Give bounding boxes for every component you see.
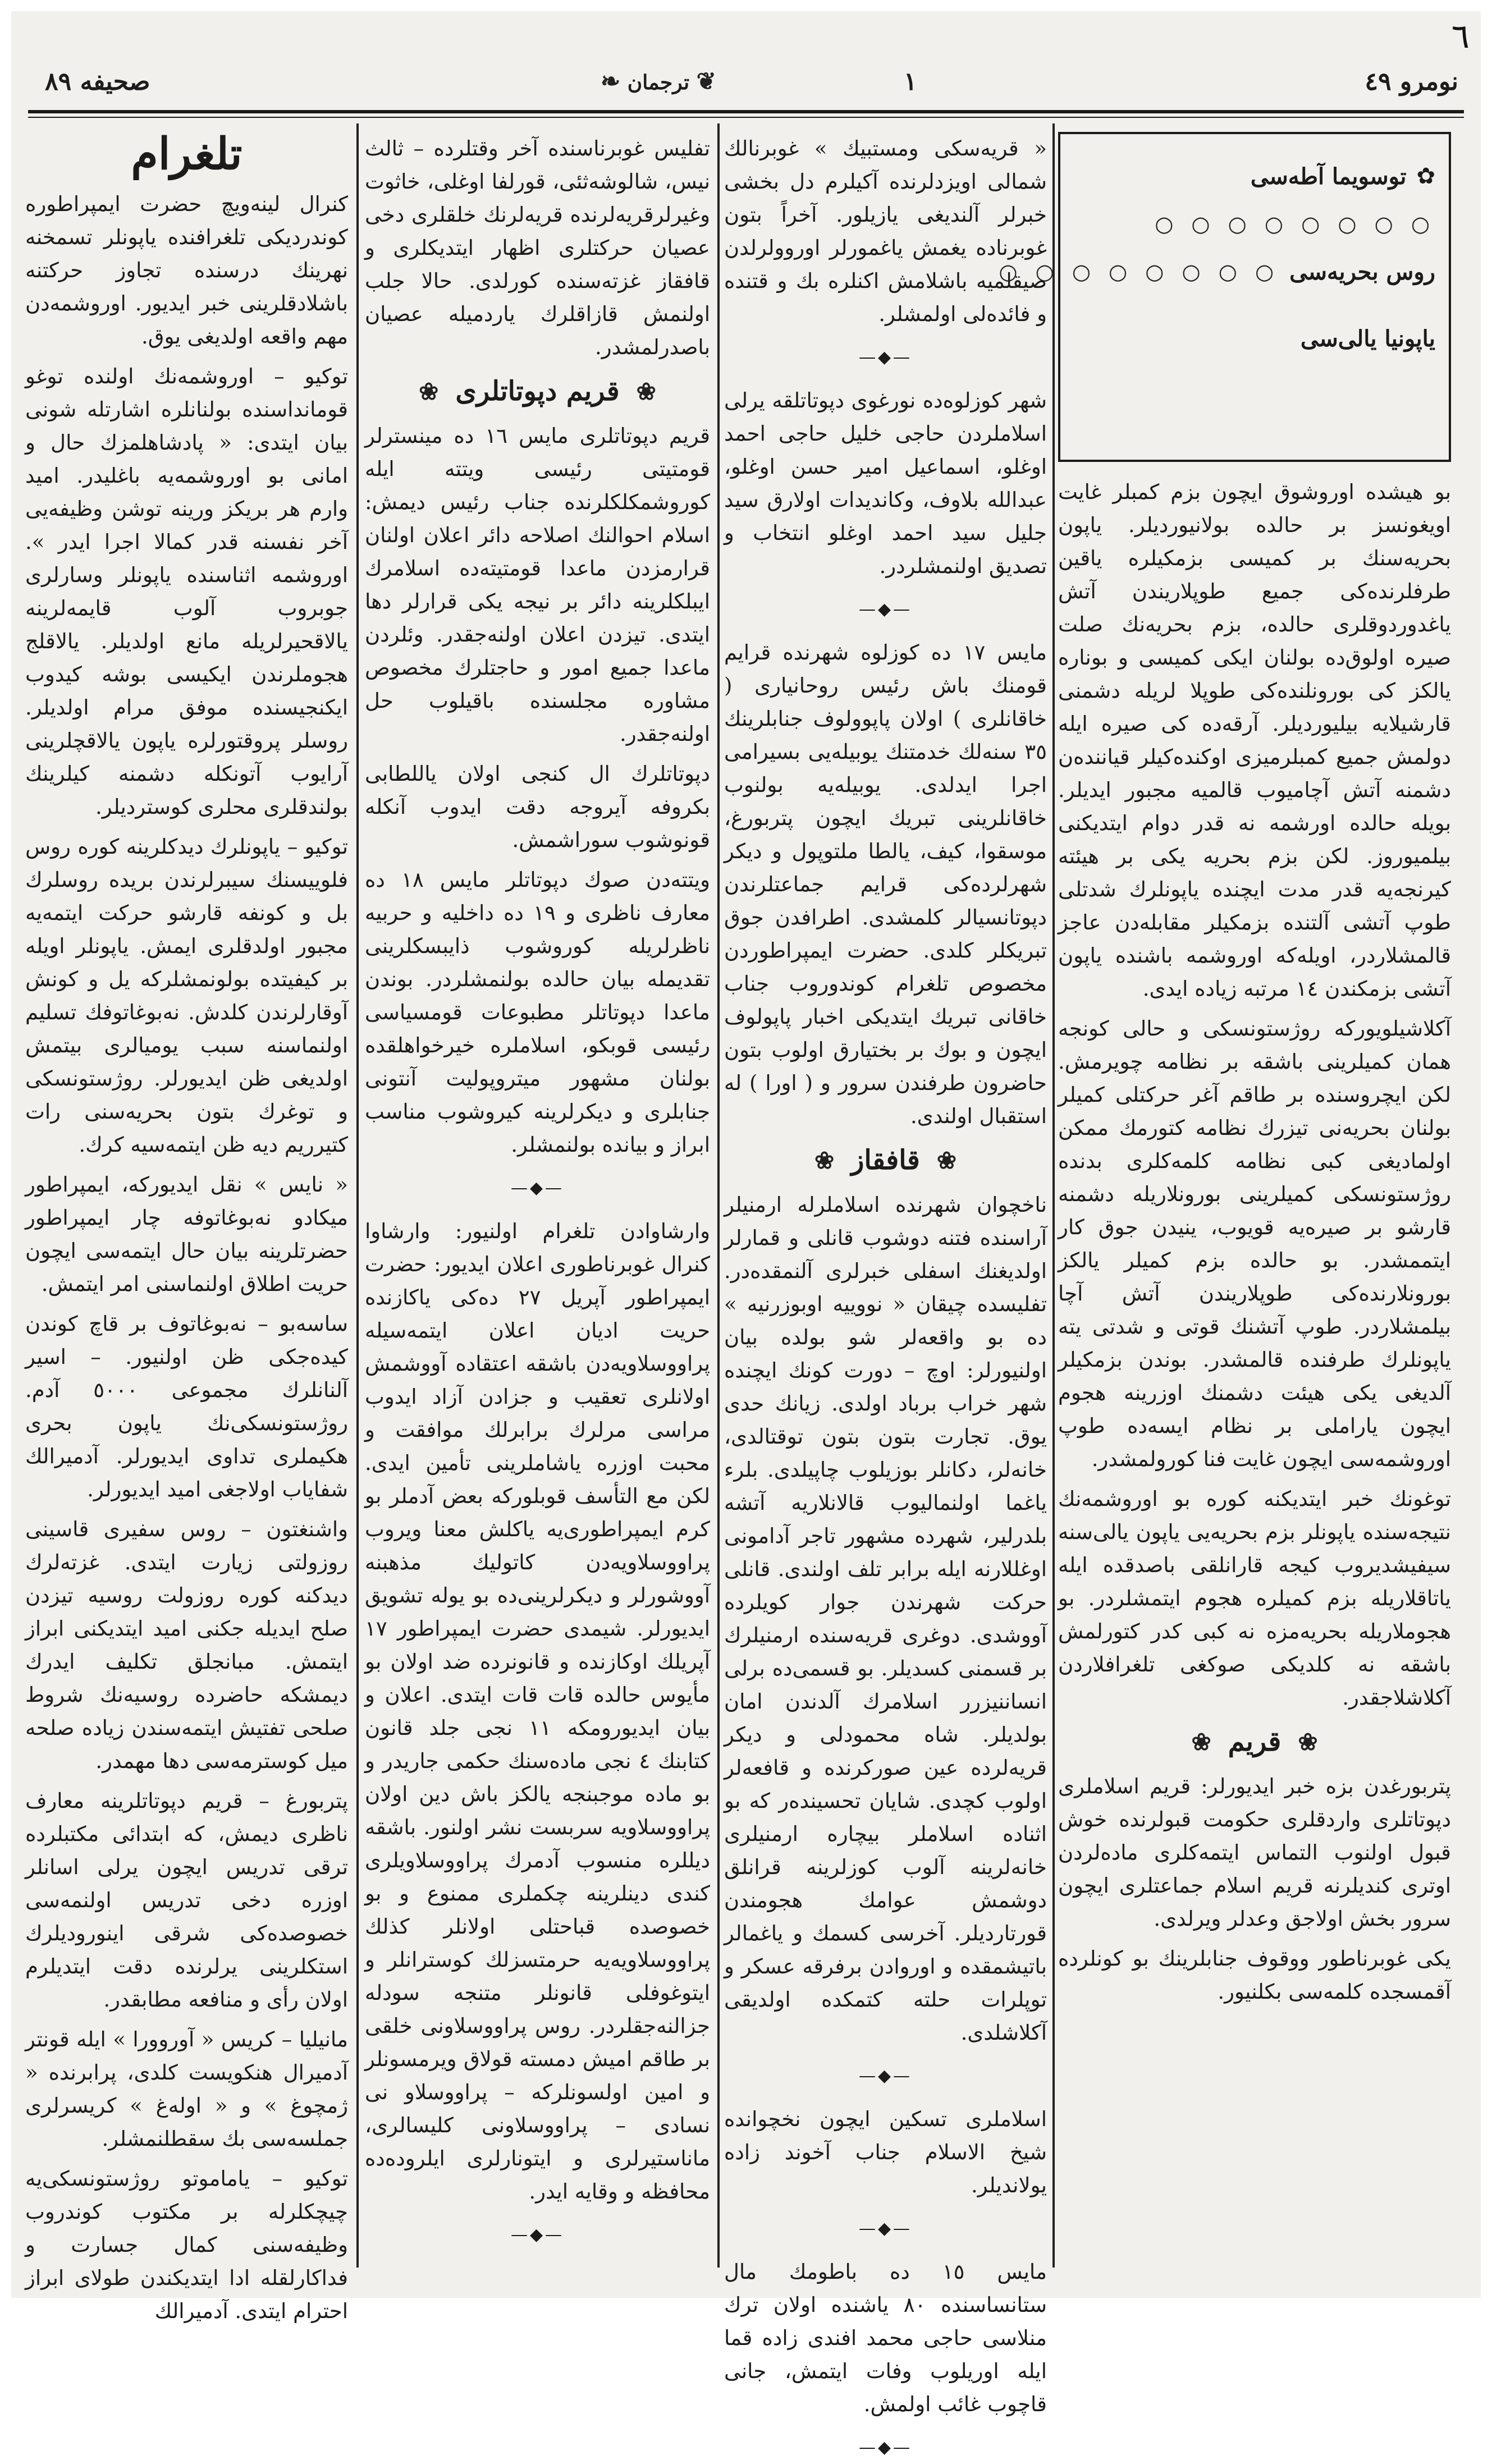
page-label: صحيفه ٨٩ [45, 67, 150, 96]
map-row [999, 255, 1435, 288]
divider-icon: —◆— [510, 1178, 565, 1198]
ship-markers: ○ ○ ○ ○ ○ ○ ○ ○ [1155, 212, 1435, 236]
section-heading [724, 1144, 1047, 1177]
map-row [1074, 208, 1435, 241]
newspaper-title [601, 67, 716, 95]
divider-icon: —◆— [510, 2225, 565, 2245]
article-paragraph: كنرال لينه‌ويچ حضرت ايمپراطوره كوندرديكی تلغرافنده ياپونلر تسمخنه نهرينك درسنده تجاوز حركتنه باشلادقلرينی خبر ايديور. اوروشمه‌دن مهم واقعه اولديغی يوق. [25, 192, 348, 349]
map-label: روس بحريه‌سی [1289, 259, 1435, 285]
section-heading [1058, 1725, 1451, 1758]
article-paragraph: مايس ١٥ ده باطومك مال ستانساسنده ٨٠ ياشنده اولان ترك منلاسی حاجی محمد افندی زاده قما ايله اوريلوب وفات ايتمش، جانی قاچوب غائب اولمش. [724, 2260, 1047, 2416]
flower-icon: ✿ [1416, 163, 1435, 189]
article-paragraph: اسلاملری تسكين ايچون نخچوانده شيخ الاسلام جناب آخوند زاده يولانديلر. [724, 2107, 1047, 2197]
corner-mark: ٦ [1451, 17, 1470, 56]
article-paragraph: توكيو – ياپونلرك ديدكلرينه كوره روس فلوييسنك سيبرلرندن بريده روسلرك بل و كونفه قارشو حركت ايتمه‌يه مجبور اولدقلری ايمش. ياپونلر اويله بر كيفيتده بولونمشلركه يل و كونش آوقارلرندن كلدش. نه‌بوغاتوفك تسليم اولنماسنه سبب يوميالری بيتمش اولديغی ظن ايديورلر. روژستونسكی و توغرك بتون بحريه‌سنی رات كتيرريم ديه ظن ايتمه‌سيه كرك. [25, 835, 348, 1157]
article-paragraph: تفليس غوبرناسنده آخر وقتلرده – ثالث نيس، شالوشه‌ثئی، قورلفا اوغلی، خاثوت وغيرلرقريه‌لرنده قريه‌لرنك خلقلری دخی عصيان حركتلری اظهار ايتديكلری و قافقاز غزته‌سنده كورلدی. حالا جلب اولنمش قازاقلرك ياردميله عصيان باصدرلمشدر. [365, 136, 710, 359]
header-rule [28, 110, 1464, 113]
map-box [999, 132, 1451, 462]
ornament-icon: ❀ [1191, 1728, 1211, 1756]
article-paragraph: « نايس » نقل ايديوركه، ايمپراطور ميكادو نه‌بوغاتوفه چار ايمپراطور حضرتلرينه بيان حال ايتمه‌سی ايچون حريت اطلاق اولنماسنی امر ايتمش. [25, 1173, 348, 1296]
article-paragraph: بو هيشده اوروشوق ايچون بزم كمبلر غايت اويغونسز بر حالده بولانيورديلر. ياپون بحريه‌سنك بر كميسی بزمكيلره ياقين طرفلرنده‌كی جميع طوپلاريندن آتش ياغدوردوقلری حالده، بزم بحريه‌نك صلت صيره اولوق‌ده بولنان ايكی كميسی و بوناره يالكز كی بورونلنده‌كی طوپلا لريله دشمنی قارشيلايه بيليورديلر. آرقه‌ده كی صيره ايله دولمش جميع كمبلرميزی اوكنده‌كيلر قياننده‌ن دشمنه آتش آچاميوب قالميه مجبور ايديلر. بويله حالده اورشمه نه قدر دوام ايتديكنی بيلميوروز. لكن بزم بحريه يكی بر هيئته كيرنجه‌يه قدر مدت ايچنده ياپونلرك شدتلی طوپ آتشی آلتنده بزمكيلر مقابله‌دن عاجز قالمشلاردر، اويله‌كه اوروشمه باشنده ياپون آتشی بزمكندن ١٤ مرتبه زياده ايدی. [1058, 480, 1451, 1001]
divider-icon: —◆— [858, 2219, 913, 2238]
map-label: ياپونيا يالی‌سی [1300, 326, 1435, 352]
article-paragraph: شهر كوزلوه‌ده نورغوی دپوتاتلقه يرلی اسلاملردن حاجی خليل حاجی احمد اوغلو، اسماعيل امير حسن اوغلو، عبدالله بلاوف، وكانديدات اولارق سيد جليل سيد احمد اوغلو انتخاب و تصديق اولنمشلردر. [724, 388, 1047, 578]
column-1 [999, 132, 1451, 2265]
article-paragraph: توكيو – ياماموتو روژستونسكی‌يه چيچكلرله بر مكتوب كوندروب وظيفه‌سنی كمال جسارت و فداكارلقله ادا ايتديكندن طولای ابراز احترام ايتدی. آدميرالك [25, 2167, 348, 2323]
article-paragraph: مانيليا – كريس « آوروورا » ايله قونتر آدميرال هنكويست كلدی، پرابرنده « ژمچوغ » و « اوله‌غ » كريسرلری جملسه‌سی بك سقطلنمشلر. [25, 2027, 348, 2151]
newspaper-page [11, 11, 1481, 2457]
ornament-icon: ❀ [814, 1147, 835, 1174]
column-3 [365, 132, 710, 2265]
ornament-icon: ❦ [696, 67, 716, 95]
issue-number: نومرو ٤٩ [1365, 67, 1458, 96]
article-paragraph: ناخچوان شهرنده اسلاملرله ارمنيلر آراسنده فتنه دوشوب قانلی و قمارلر اولديغنك اسفلی خبرلری آلنمقده‌در. تفليسده چيقان « نووييه اوبوزرنيه » ده بو واقعه‌لر شو بولده بيان اولنيورلر: اوچ – دورت كونك ايچنده شهر خراب برباد اولدی. زيانك حدی يوق. تجارت بتون بتون توقتالدی، خانه‌لر، دكانلر بوزيلوب چاپيلدی. بلرء ياغما اولنماليوب قالانلاريه آتشه بلدرلير، شهرده مشهور تاجر آدامونی اوغللارنه ايله برابر تلف اولندی. قانلی حركت شهرندن جوار كويلرده آووشدی. دوغری قريه‌سنده ارمنيلرك بر قسمنی كسديلر. بو قسمی‌ده برلی انساننيزرر اسلامرك آلدندن امان بولديلر. شاه محمودلی و ديكر قريه‌لرده عين صوركرنده و قافعه‌لر اولوب كچدی. شايان تحسينده‌ر كه بو اثناده اسلاملر بيچاره ارمنيلری خانه‌لرينه آلوب كوزلرينه قرانلق دوشمش عوامك هجومندن قورتارديلر. آخرسی كسمك و ياغمالر باتيشمقده و اوروادن برفرقه عسكر و توپلرات حلته كتمكده اولديقی آكلاشلدی. [724, 1193, 1047, 2045]
map-row [1074, 160, 1435, 193]
section-heading [365, 375, 710, 408]
section-heading-text: قافقاز [851, 1144, 920, 1176]
article-paragraph: واشنغتون – روس سفيری قاسينی روزولتی زيارت ايتدی. غزته‌لرك ديدكنه كوره روزولت روسيه تيزدن صلح ايديله جكنی اميد ايتديكنی ابراز ايتمش. مبانجلق تكليف ايدرك ديمشكه حاضرده روسيه‌نك شروط صلحی تفتيش ايتمه‌سندن زياده صلحه ميل كوسترمه‌سی دها مهمدر. [25, 1517, 348, 1773]
divider-icon: —◆— [858, 347, 913, 367]
article-paragraph: پتربورغ – قريم دپوتاتلرينه معارف ناظری ديمش، كه ابتدائی مكتبلرده ترقی تدريس ايچون يرلی اسانلر اوزره دخی تدريس اولنمه‌سی خصوصده‌كی شرقی اينوروديلرك استكلرينی يرلرنده دقت ايتديلرم اولان رأی و منافعه مطابقدر. [25, 1789, 348, 2012]
section-heading-text: قريم [1228, 1726, 1282, 1757]
column-rule [717, 123, 720, 2268]
article-paragraph: مايس ١٧ ده كوزلوه شهرنده قرايم قومنك باش رئيس روحانياری ( خاقانلری ) اولان پاپوولوف جنابلرينك ٣٥ سنه‌لك خدمتنك يوبيله‌يی بسيرامی اجرا ايدلدی. يوبيله‌يه بولنوب خاقانلرينی تبريك ايچون پتربورغ، موسقوا، كيف، يالطا ملتوپول و ديكر شهرلرده‌كی قرايم جماعتلرندن دپوتانسيالر كلمشدی. اطرافدن جوق تبريكلر كلدی. حضرت ايمپراطوردن مخصوص تلغرام كوندوروب جناب خاقانی تبريك ايتديكی اخبار پاپولوف ايچون و بوك بر بختيارق اولوب بتون حاضرون طرفندن سرور و ( اورا ) له استقبال اولندی. [724, 640, 1047, 1128]
telegram-heading: تلغرام [131, 129, 242, 180]
masthead [11, 56, 1481, 118]
article-paragraph: وارشاوادن تلغرام اولنيور: وارشاوا كنرال غوبرناطوری اعلان ايديور: حضرت ايمپراطور آپريل ٢٧ ده‌كی ياكازنده حريت اديان اعلان ايتمه‌سيله پراووسلاويه‌دن باشقه اعتقاده آووشمش اولانلری تعقيب و جزادن آزاد ايدوب مراسی مرلرك برابرلك موافقت و محبت اوزره ياشاملرينی تأمين ايدی. لكن مع التأسف قوبلوركه بعض آدملر بو كرم ايمپراطوری‌يه ياكلش معنا ويروب پراووسلاويه‌دن كاتوليك مذهبنه آووشورلر و ديكرلرينی‌ده بو يوله تشويق ايديورلر. شيمدی حضرت ايمپراطور ١٧ آپريلك اوكازنده و قانونرده ضد اولان بو مأيوس حالده قات قات ايتدی. اعلان و بيان ايديورومكه ١١ نجی جلد قانون كتابنك ٤ نجی ماده‌سنك حكمی جاريدر و بو ماده موجبنجه يالكز باش دين اولان پراووسلاويه سربست نشر اولنور. باشقه ديللره منسوب آدمرك پراووسلاويلری كندی دينلرينه چكملری ممنوع و بو خصوصده قباحتلی اولانلر كذلك پراووسلاويه‌يه حرمتسزلك كوسترانلر و ايتوغوفلی قانونلر متنجه سودله جزالنه‌جقلردر. روس پراووسلاونی خلقی بر طاقم اميش دمسته قولاق ويرمسونلر و امين اولسونلركه – پراووسلاو نی نسادی – پراووسلاونی كليسالری، ماناستيرلری و ايتونارلری ايلروده‌ده محافظه و وقايه ايدر. [365, 1219, 710, 2204]
column-rule [1052, 123, 1055, 2268]
ornament-icon: ❧ [601, 67, 621, 95]
article-paragraph: ساسه‌بو – نه‌بوغاتوف بر قاچ كوندن كيده‌جكی ظن اولنيور. – اسير آلنانلرك مجموعی ٥٠٠٠ آدم. روژستونسكی‌نك ياپون بحری هكيملری تداوی ايديورلر. آدميرالك شفاياب اولاجغی اميد ايديورلر. [25, 1312, 348, 1501]
divider-icon: —◆— [858, 599, 913, 619]
column-2 [724, 132, 1047, 2457]
article-paragraph: پتربورغدن بزه خبر ايديورلر: قريم اسلاملری دپوتاتلری واردقلری حكومت قبولرنده خوش قبول اولنوب التماس ايتمه‌كلری ماده‌لردن اوتری كنديلرنه قريم اسلام جماعتلری ايچون سرور بخش اولاجق وعدلر ويرلدی. [1058, 1774, 1451, 1931]
ornament-icon: ❀ [636, 378, 656, 405]
article-paragraph: توكيو – اوروشمه‌نك اولنده توغو قومانداسنده بولنانلره اشارتله شونی بيان ايتدی: « پادشاهلمزك حال و امانی بو اوروشمه‌يه باغليدر. اميد وارم هر بريكز ورينه توشن وظيفه‌يی آخر نفسنه قدر كمالا اجرا ايدر ». اوروشمه اثناسنده ياپونلر وسارلری جوبروب آلوب قايمه‌لرينه يالاقحيرلريله مانع اولدیلر. يالاقلج هجوملرندن ايكيسی بوشه كيدوب ايكنجيسنده موفق مرام اولديلر. روسلر پروقتورلره ياپون يالاقچلرينی آرايوب آتونكله دشمنه كيلرينك بولندقلری محلری كوسترديلر. [25, 364, 348, 819]
article-paragraph: ويتته‌دن صوك دپوتاتلر مايس ١٨ ده معارف ناظری و ١٩ ده داخليه و حربيه ناظرلريله كوروشوب ذايبسكلرينی تقديمله بيان حالده بولنمشلردر. بوندن ماعدا دپوتاتلر مطبوعات قومسياسی رئيسی قوبكو، اسلاملره خيرخواهلقده بولنان مشهور ميتروپوليت آنتونی جنابلری و ديكرلرينه كيروشوب مناسب ابراز و بيانده بولنمشلر. [365, 868, 711, 1157]
map-row [1074, 322, 1435, 355]
map-label: توسويما آطه‌سی [1250, 163, 1407, 190]
newspaper-title-text: ترجمان [627, 71, 690, 94]
column-4 [25, 129, 348, 2323]
article-paragraph: يكی غوبرناطور ووقوف جنابلرينك بو كونلرده آقمسجده كلمه‌سی بكلنيور. [1058, 1947, 1451, 2004]
divider-icon: —◆— [858, 2438, 913, 2457]
divider-icon: —◆— [858, 2066, 913, 2086]
article-paragraph: آكلاشيلويوركه روژستونسكی و حالی كونجه همان كميلرينی باشقه بر نظامه چويرمش. لكن ايچروسنده بر طاقم آغر حركتلی كميلر بولنان بحريه‌نی تيزرك نظامه كتورمك ممكن اولماديغی كبی نظامه كلمه‌كلری بدنده روژستونسكی كميلرينی بورونلاريله دشمنه قارشو بر صيره‌يه قويوب، ينيدن جوق كار ايتممشدر. بو حالده بزم كميلر يالكز بورونلارنده‌كی طوپلاريندن آتش آچا بيلمشلاردر. طوپ آتشنك قوتی و شدتی يته ياپونلرك طرفنده قالمشدر. بوندن بزمكيلر آلديغی يكی هيئت دشمنك اوزرينه هجوم ايچون ياراملی بر نظام ايسه‌ده طوپ اوروشمه‌سی ايچون غايت فنا كورولمشدر. [1058, 1016, 1451, 1471]
ship-markers: ○ ○ ○ ○ ○ ○ ○ ○ [999, 259, 1280, 284]
ornament-icon: ❀ [936, 1147, 957, 1174]
article-paragraph: قريم دپوتاتلری مايس ١٦ ده مينسترلر قومتيتی رئيسی ويتته ايله كوروشمكلكلرنده جناب رئيس ديمش: اسلام احوالنك اصلاحه دائر اعلان اولنان قرارمزدن ماعدا قومتيته‌ده اسلامرك ايبلكلرينه دائر بر نيجه يكی قرارلر دها ايتدی. تيزدن اعلان اولنه‌جقدر. وئلردن ماعدا جميع امور و حاجتلرك مخصوص مشاوره مجلسنده باقيلوب حل اولنه‌جقدر. [365, 424, 710, 746]
article-paragraph: « قريه‌سكی ومستبيك » غوبرنالك شمالی اويزدلرنده آكيلرم دل بخشی خبرلر آلنديغی يازيلور. آخراً بتون غوبرناده يغمش ياغمورلر اوروولرلدن صيقلميه باشلامش اكنلره بك و قتنده و فائده‌لی اولمشلر. [724, 136, 1047, 326]
header-rule-thin [28, 117, 1464, 118]
article-paragraph: توغونك خبر ايتديكنه كوره بو اوروشمه‌نك نتيجه‌سنده ياپونلر بزم بحريه‌يی ياپون يالی‌سنه سيفيشديروب كيجه قارانلقی باصدقده ايله ياتاقلاريله بزم كميلره هجوم ايتمشلردر. بو هجوملاريله بحريه‌مزه نه كبی كدر كتورلمش باشقه نه كلديكی صوكغی تلغرافلاردن آكلاشلاجقدر. [1058, 1487, 1451, 1710]
ornament-icon: ❀ [419, 378, 439, 405]
handwritten-mark: ١ [904, 67, 917, 96]
column-rule [356, 123, 359, 2268]
article-paragraph: دپوتاتلرك ال كنجی اولان ياللطابی بكروفه آيروجه دقت ايدوب آنكله قونوشوب سوراشمش. [365, 762, 710, 852]
ornament-icon: ❀ [1298, 1728, 1318, 1756]
section-heading-text: قريم دپوتاتلری [455, 375, 620, 407]
